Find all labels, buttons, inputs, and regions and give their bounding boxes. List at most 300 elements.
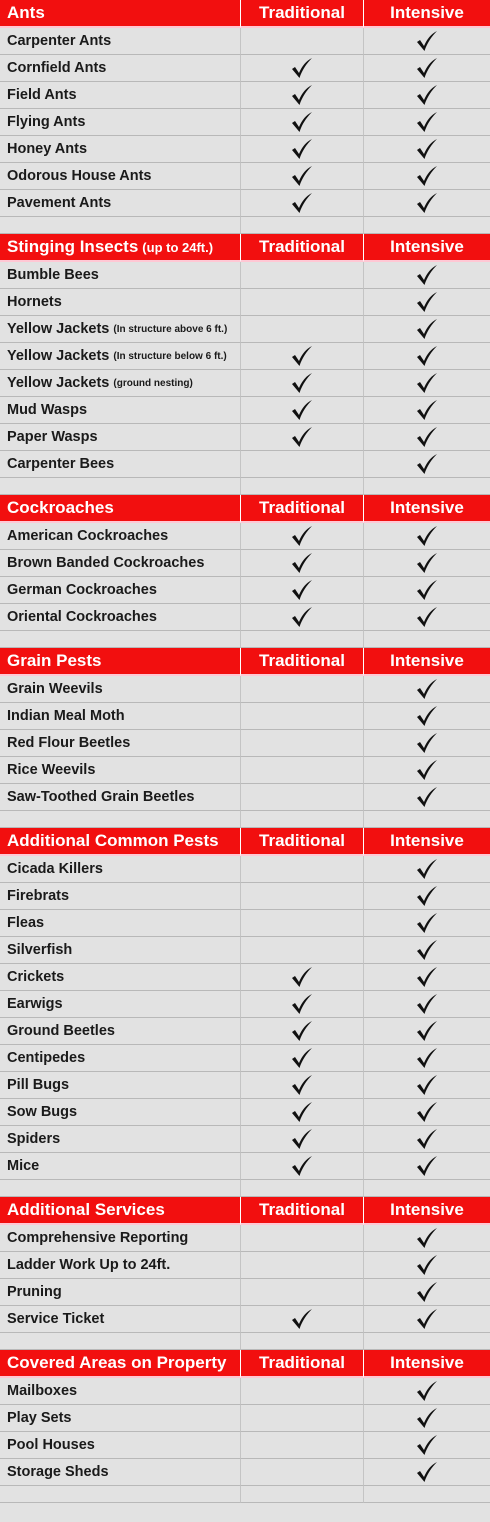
traditional-cell <box>240 1018 363 1045</box>
row-label-cell <box>0 964 240 991</box>
table-row <box>0 856 490 883</box>
traditional-cell <box>240 703 363 730</box>
spacer-cell <box>363 478 490 495</box>
traditional-cell <box>240 109 363 136</box>
traditional-cell <box>240 1252 363 1279</box>
section-title-cell <box>0 1350 240 1378</box>
table-row <box>0 1432 490 1459</box>
intensive-cell <box>363 757 490 784</box>
row-label-cell <box>0 604 240 631</box>
table-row <box>0 1306 490 1333</box>
checkmark-icon <box>415 1407 439 1429</box>
checkmark-icon <box>290 192 314 214</box>
row-label-cell <box>0 676 240 703</box>
intensive-cell <box>363 937 490 964</box>
checkmark-icon <box>415 372 439 394</box>
section-title: Additional Common Pests <box>7 831 219 850</box>
checkmark-icon <box>415 1434 439 1456</box>
row-label-cell <box>0 289 240 316</box>
checkmark-icon <box>415 786 439 808</box>
section-cockroaches <box>0 495 490 648</box>
table-row <box>0 937 490 964</box>
table-row <box>0 577 490 604</box>
table-row <box>0 163 490 190</box>
checkmark-icon <box>415 1254 439 1276</box>
table-row <box>0 1072 490 1099</box>
table-row <box>0 28 490 55</box>
row-label-cell <box>0 370 240 397</box>
row-label: Odorous House Ants <box>7 168 152 184</box>
row-label-cell <box>0 1405 240 1432</box>
row-note: (In structure above 6 ft.) <box>113 323 228 335</box>
intensive-cell <box>363 1378 490 1405</box>
spacer-row <box>0 478 490 495</box>
intensive-cell <box>363 1153 490 1180</box>
intensive-cell <box>363 1126 490 1153</box>
row-label-cell <box>0 109 240 136</box>
table-row <box>0 910 490 937</box>
spacer-cell <box>363 811 490 828</box>
traditional-cell <box>240 757 363 784</box>
row-label: Brown Banded Cockroaches <box>7 555 205 571</box>
traditional-cell <box>240 1153 363 1180</box>
intensive-cell <box>363 1306 490 1333</box>
table-row <box>0 1126 490 1153</box>
table-row <box>0 1225 490 1252</box>
checkmark-icon <box>415 345 439 367</box>
traditional-cell <box>240 604 363 631</box>
intensive-cell <box>363 1252 490 1279</box>
row-label-cell <box>0 1306 240 1333</box>
traditional-cell <box>240 1126 363 1153</box>
intensive-cell <box>363 397 490 424</box>
traditional-cell <box>240 523 363 550</box>
intensive-cell <box>363 523 490 550</box>
spacer-cell <box>0 631 240 648</box>
table-row <box>0 109 490 136</box>
row-label-cell <box>0 703 240 730</box>
traditional-cell <box>240 28 363 55</box>
traditional-cell <box>240 1432 363 1459</box>
column-header-traditional: Traditional <box>240 828 363 856</box>
section-title: Stinging Insects <box>7 237 139 256</box>
traditional-cell <box>240 289 363 316</box>
table-row <box>0 676 490 703</box>
intensive-cell <box>363 82 490 109</box>
column-header-traditional: Traditional <box>240 1350 363 1378</box>
spacer-cell <box>0 217 240 234</box>
intensive-cell <box>363 1405 490 1432</box>
checkmark-icon <box>290 111 314 133</box>
checkmark-icon <box>415 1047 439 1069</box>
traditional-cell <box>240 424 363 451</box>
traditional-cell <box>240 1045 363 1072</box>
spacer-cell <box>0 478 240 495</box>
column-header-traditional: Traditional <box>240 648 363 676</box>
spacer-cell <box>240 1486 363 1503</box>
row-label-cell <box>0 1126 240 1153</box>
table-row <box>0 1459 490 1486</box>
row-label: Sow Bugs <box>7 1104 78 1120</box>
section-title-cell <box>0 234 240 262</box>
table-row <box>0 1279 490 1306</box>
spacer-cell <box>0 1486 240 1503</box>
section-header <box>0 648 490 676</box>
column-header-traditional: Traditional <box>240 1197 363 1225</box>
spacer-cell <box>363 1333 490 1350</box>
spacer-cell <box>240 631 363 648</box>
row-label: Oriental Cockroaches <box>7 609 157 625</box>
checkmark-icon <box>415 525 439 547</box>
intensive-cell <box>363 1045 490 1072</box>
table-row <box>0 1378 490 1405</box>
checkmark-icon <box>415 579 439 601</box>
traditional-cell <box>240 1405 363 1432</box>
traditional-cell <box>240 1378 363 1405</box>
intensive-cell <box>363 1018 490 1045</box>
section-additional-services <box>0 1197 490 1350</box>
section-title-cell <box>0 1197 240 1225</box>
checkmark-icon <box>290 57 314 79</box>
row-label: Saw-Toothed Grain Beetles <box>7 789 195 805</box>
checkmark-icon <box>290 165 314 187</box>
intensive-cell <box>363 604 490 631</box>
row-label-cell <box>0 397 240 424</box>
table-row <box>0 1018 490 1045</box>
checkmark-icon <box>290 552 314 574</box>
column-header-intensive: Intensive <box>363 0 490 28</box>
row-label: American Cockroaches <box>7 528 169 544</box>
table-row <box>0 136 490 163</box>
row-label: Yellow Jackets <box>7 375 110 391</box>
intensive-cell <box>363 1459 490 1486</box>
row-label-cell <box>0 1279 240 1306</box>
table-row <box>0 262 490 289</box>
checkmark-icon <box>415 318 439 340</box>
intensive-cell <box>363 550 490 577</box>
intensive-cell <box>363 577 490 604</box>
spacer-cell <box>363 1486 490 1503</box>
traditional-cell <box>240 784 363 811</box>
traditional-cell <box>240 1306 363 1333</box>
checkmark-icon <box>415 1380 439 1402</box>
column-header-intensive: Intensive <box>363 495 490 523</box>
traditional-cell <box>240 55 363 82</box>
traditional-cell <box>240 370 363 397</box>
checkmark-icon <box>415 606 439 628</box>
table-row <box>0 316 490 343</box>
row-label: Silverfish <box>7 942 73 958</box>
checkmark-icon <box>415 291 439 313</box>
checkmark-icon <box>290 399 314 421</box>
row-label: Mice <box>7 1158 40 1174</box>
row-label: Yellow Jackets <box>7 348 110 364</box>
intensive-cell <box>363 370 490 397</box>
column-header-intensive: Intensive <box>363 828 490 856</box>
checkmark-icon <box>290 1074 314 1096</box>
row-label: Fleas <box>7 915 45 931</box>
checkmark-icon <box>290 606 314 628</box>
row-label-cell <box>0 82 240 109</box>
spacer-cell <box>0 1333 240 1350</box>
checkmark-icon <box>415 1281 439 1303</box>
traditional-cell <box>240 1279 363 1306</box>
row-label: Ground Beetles <box>7 1023 115 1039</box>
traditional-cell <box>240 1072 363 1099</box>
row-label: Ladder Work Up to 24ft. <box>7 1257 171 1273</box>
row-label: Red Flour Beetles <box>7 735 131 751</box>
traditional-cell <box>240 937 363 964</box>
checkmark-icon <box>415 705 439 727</box>
table-row <box>0 55 490 82</box>
spacer-cell <box>363 217 490 234</box>
checkmark-icon <box>290 1155 314 1177</box>
table-row <box>0 424 490 451</box>
traditional-cell <box>240 163 363 190</box>
checkmark-icon <box>415 138 439 160</box>
checkmark-icon <box>415 732 439 754</box>
table-row <box>0 370 490 397</box>
row-label: Flying Ants <box>7 114 86 130</box>
checkmark-icon <box>415 966 439 988</box>
checkmark-icon <box>290 966 314 988</box>
intensive-cell <box>363 964 490 991</box>
table-row <box>0 343 490 370</box>
traditional-cell <box>240 991 363 1018</box>
row-label: Pavement Ants <box>7 195 112 211</box>
traditional-cell <box>240 451 363 478</box>
checkmark-icon <box>290 525 314 547</box>
checkmark-icon <box>415 1155 439 1177</box>
intensive-cell <box>363 136 490 163</box>
checkmark-icon <box>415 1128 439 1150</box>
row-label: Service Ticket <box>7 1311 105 1327</box>
intensive-cell <box>363 1225 490 1252</box>
row-label-cell <box>0 937 240 964</box>
row-label: Spiders <box>7 1131 61 1147</box>
row-label-cell <box>0 856 240 883</box>
row-label: Comprehensive Reporting <box>7 1230 189 1246</box>
row-label-cell <box>0 1018 240 1045</box>
table-row <box>0 1045 490 1072</box>
checkmark-icon <box>415 192 439 214</box>
spacer-cell <box>0 1180 240 1197</box>
row-label-cell <box>0 136 240 163</box>
checkmark-icon <box>290 1128 314 1150</box>
checkmark-icon <box>290 84 314 106</box>
section-covered-areas <box>0 1350 490 1503</box>
traditional-cell <box>240 136 363 163</box>
checkmark-icon <box>415 30 439 52</box>
row-label-cell <box>0 28 240 55</box>
row-label-cell <box>0 757 240 784</box>
checkmark-icon <box>415 885 439 907</box>
section-additional-common-pests <box>0 828 490 1197</box>
checkmark-icon <box>290 993 314 1015</box>
table-row <box>0 964 490 991</box>
section-grain-pests <box>0 648 490 828</box>
table-row <box>0 730 490 757</box>
row-note: (ground nesting) <box>113 377 193 389</box>
traditional-cell <box>240 1099 363 1126</box>
traditional-cell <box>240 82 363 109</box>
section-title-cell <box>0 0 240 28</box>
table-row <box>0 82 490 109</box>
row-label: Carpenter Ants <box>7 33 112 49</box>
column-header-intensive: Intensive <box>363 1197 490 1225</box>
traditional-cell <box>240 910 363 937</box>
row-label: Bumble Bees <box>7 267 99 283</box>
table-row <box>0 604 490 631</box>
checkmark-icon <box>415 552 439 574</box>
section-title: Additional Services <box>7 1200 165 1219</box>
intensive-cell <box>363 289 490 316</box>
intensive-cell <box>363 163 490 190</box>
row-label-cell <box>0 451 240 478</box>
table-row <box>0 190 490 217</box>
row-label: Honey Ants <box>7 141 88 157</box>
intensive-cell <box>363 451 490 478</box>
traditional-cell <box>240 1225 363 1252</box>
row-label: Play Sets <box>7 1410 72 1426</box>
row-label: Cicada Killers <box>7 861 103 877</box>
traditional-cell <box>240 730 363 757</box>
table-row <box>0 784 490 811</box>
traditional-cell <box>240 964 363 991</box>
intensive-cell <box>363 730 490 757</box>
row-label-cell <box>0 883 240 910</box>
traditional-cell <box>240 1459 363 1486</box>
checkmark-icon <box>415 165 439 187</box>
checkmark-icon <box>290 1020 314 1042</box>
table-row <box>0 289 490 316</box>
checkmark-icon <box>290 138 314 160</box>
row-label-cell <box>0 1459 240 1486</box>
intensive-cell <box>363 28 490 55</box>
column-header-traditional: Traditional <box>240 495 363 523</box>
intensive-cell <box>363 424 490 451</box>
column-header-intensive: Intensive <box>363 1350 490 1378</box>
row-label-cell <box>0 730 240 757</box>
intensive-cell <box>363 703 490 730</box>
traditional-cell <box>240 343 363 370</box>
row-label: Earwigs <box>7 996 63 1012</box>
checkmark-icon <box>415 1227 439 1249</box>
intensive-cell <box>363 55 490 82</box>
row-label: Grain Weevils <box>7 681 103 697</box>
table-row <box>0 757 490 784</box>
row-label-cell <box>0 190 240 217</box>
row-label-cell <box>0 55 240 82</box>
row-label-cell <box>0 163 240 190</box>
intensive-cell <box>363 883 490 910</box>
checkmark-icon <box>415 264 439 286</box>
section-title-cell <box>0 495 240 523</box>
traditional-cell <box>240 550 363 577</box>
traditional-cell <box>240 190 363 217</box>
row-label: Pool Houses <box>7 1437 95 1453</box>
spacer-cell <box>363 1180 490 1197</box>
intensive-cell <box>363 991 490 1018</box>
row-label-cell <box>0 1225 240 1252</box>
intensive-cell <box>363 910 490 937</box>
spacer-cell <box>240 478 363 495</box>
row-label-cell <box>0 343 240 370</box>
spacer-cell <box>240 217 363 234</box>
intensive-cell <box>363 1279 490 1306</box>
row-label-cell <box>0 991 240 1018</box>
intensive-cell <box>363 190 490 217</box>
row-label: Storage Sheds <box>7 1464 109 1480</box>
section-header <box>0 828 490 856</box>
checkmark-icon <box>415 678 439 700</box>
checkmark-icon <box>415 84 439 106</box>
row-label-cell <box>0 262 240 289</box>
checkmark-icon <box>415 993 439 1015</box>
column-header-traditional: Traditional <box>240 0 363 28</box>
checkmark-icon <box>290 1047 314 1069</box>
checkmark-icon <box>415 1074 439 1096</box>
checkmark-icon <box>415 453 439 475</box>
section-title-cell <box>0 648 240 676</box>
row-label-cell <box>0 1099 240 1126</box>
row-label: Firebrats <box>7 888 70 904</box>
table-row <box>0 1153 490 1180</box>
checkmark-icon <box>290 1308 314 1330</box>
checkmark-icon <box>415 1020 439 1042</box>
row-label-cell <box>0 523 240 550</box>
section-title: Grain Pests <box>7 651 102 670</box>
table-row <box>0 703 490 730</box>
section-ants <box>0 0 490 234</box>
intensive-cell <box>363 676 490 703</box>
row-label-cell <box>0 1072 240 1099</box>
intensive-cell <box>363 1099 490 1126</box>
row-label: Field Ants <box>7 87 77 103</box>
traditional-cell <box>240 316 363 343</box>
table-row <box>0 523 490 550</box>
table-row <box>0 1405 490 1432</box>
row-label-cell <box>0 424 240 451</box>
column-header-intensive: Intensive <box>363 648 490 676</box>
table-row <box>0 991 490 1018</box>
intensive-cell <box>363 1432 490 1459</box>
row-label: Cornfield Ants <box>7 60 107 76</box>
traditional-cell <box>240 397 363 424</box>
row-label-cell <box>0 1153 240 1180</box>
row-label-cell <box>0 1432 240 1459</box>
spacer-cell <box>240 1180 363 1197</box>
row-label-cell <box>0 1252 240 1279</box>
checkmark-icon <box>415 939 439 961</box>
row-label: Centipedes <box>7 1050 86 1066</box>
section-title: Cockroaches <box>7 498 114 517</box>
section-stinging-insects <box>0 234 490 495</box>
table-row <box>0 397 490 424</box>
section-title: Covered Areas on Property <box>7 1353 227 1372</box>
row-label-cell <box>0 784 240 811</box>
spacer-cell <box>240 811 363 828</box>
column-header-traditional: Traditional <box>240 234 363 262</box>
intensive-cell <box>363 856 490 883</box>
checkmark-icon <box>415 1308 439 1330</box>
checkmark-icon <box>415 858 439 880</box>
row-label: Pruning <box>7 1284 62 1300</box>
row-label-cell <box>0 550 240 577</box>
table-row <box>0 451 490 478</box>
checkmark-icon <box>415 759 439 781</box>
checkmark-icon <box>415 912 439 934</box>
